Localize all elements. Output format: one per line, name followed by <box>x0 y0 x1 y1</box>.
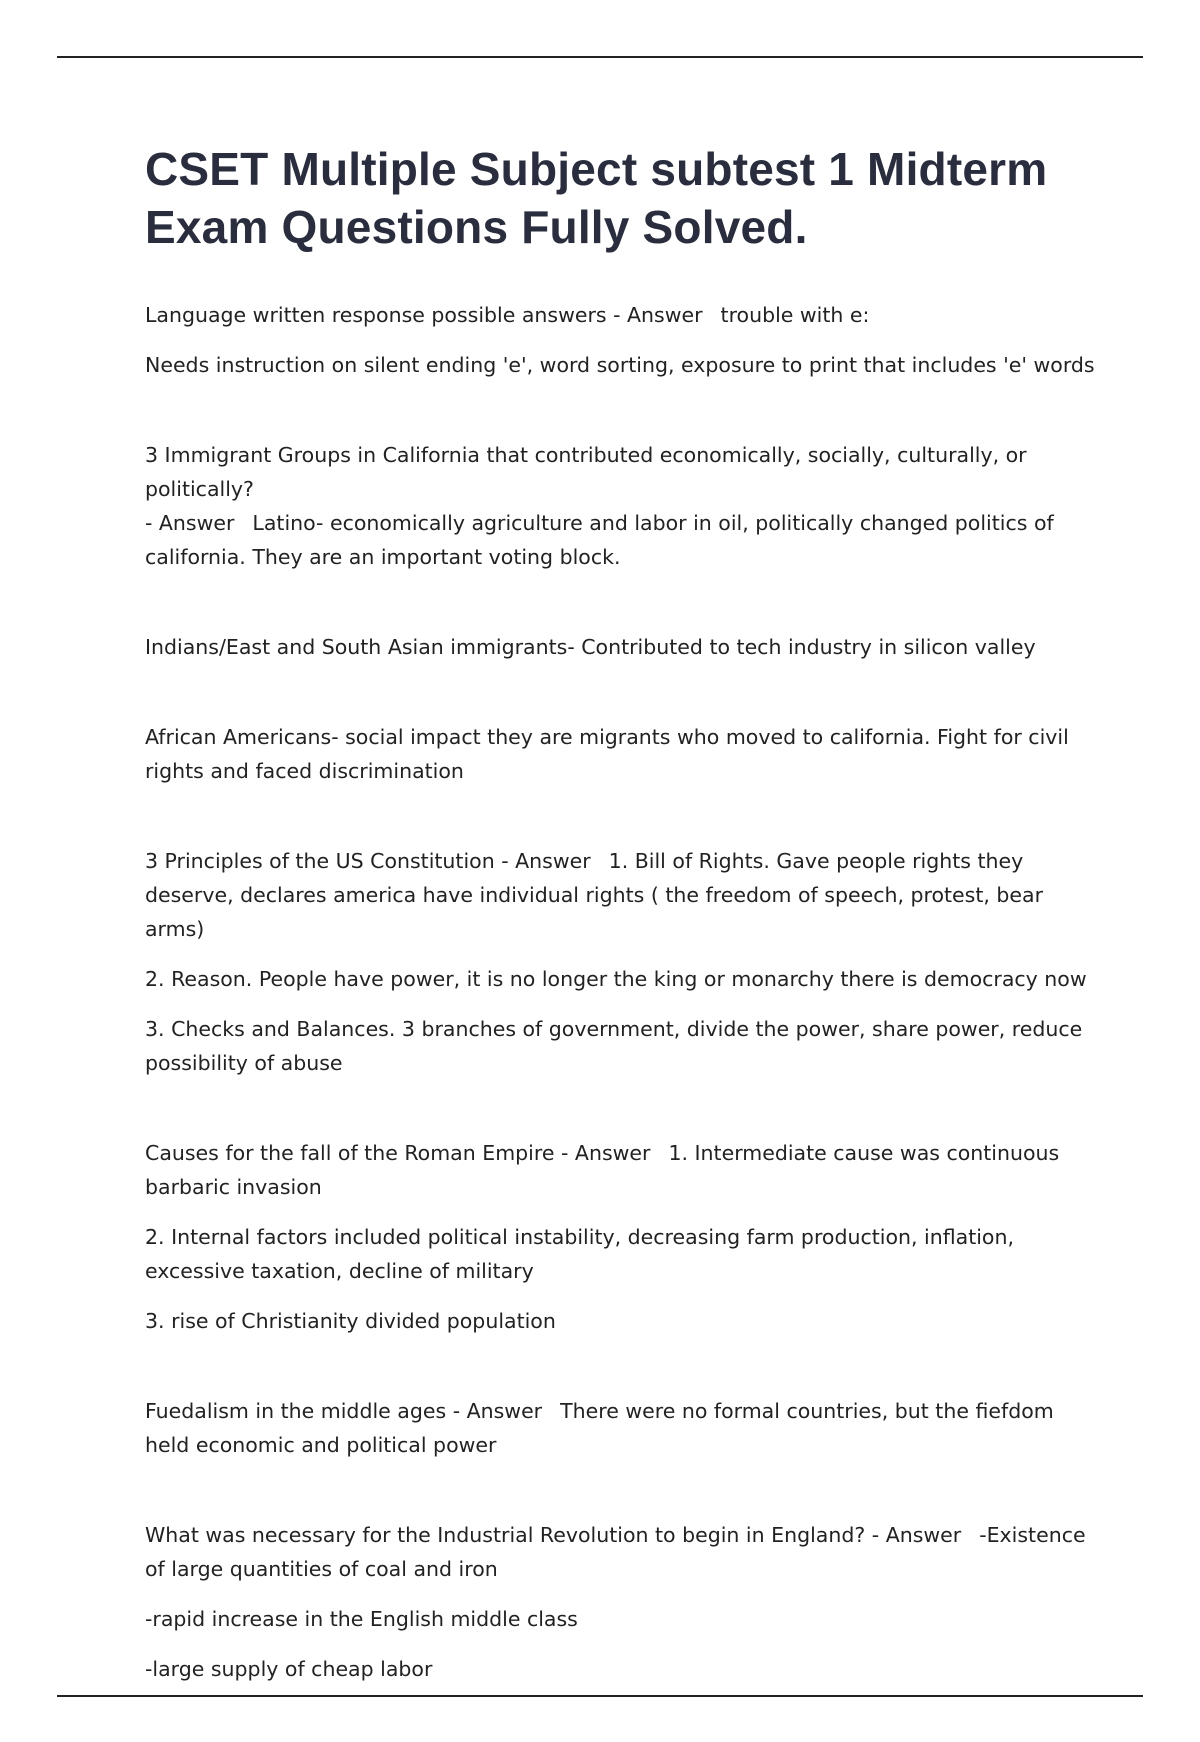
qa-entry <box>145 1136 1095 1338</box>
qa-entry <box>145 1518 1095 1686</box>
answer-text: -Existence of large quantities of coal and iron <box>145 1523 1086 1581</box>
paragraph: Indians/East and South Asian immigrants- Contributed to tech industry in silicon valley <box>145 635 1036 659</box>
question-line <box>145 844 1095 946</box>
answer-text: There were no formal countries, but the fiefdom held economic and political power <box>145 1399 1054 1457</box>
answer-continuation: 3. Checks and Balances. 3 branches of government, divide the power, share power, reduce possibility of abuse <box>145 1017 1083 1075</box>
question-text: Fuedalism in the middle ages <box>145 1399 447 1423</box>
top-rule <box>57 56 1143 58</box>
paragraph: African Americans- social impact they are migrants who moved to california. Fight for civil rights and faced discrimination <box>145 725 1069 783</box>
answer-label: - Answer <box>452 1399 543 1423</box>
question-text: Language written response possible answers <box>145 303 607 327</box>
qa-entry <box>145 298 1095 382</box>
answer-continuation: 3. rise of Christianity divided population <box>145 1309 556 1333</box>
answer-label: - Answer <box>871 1523 962 1547</box>
question-text: Causes for the fall of the Roman Empire <box>145 1141 555 1165</box>
qa-entry <box>145 438 1095 574</box>
document-title: CSET Multiple Subject subtest 1 Midterm Exam Questions Fully Solved. <box>145 143 1048 253</box>
question-line <box>145 1394 1095 1462</box>
question-line <box>145 298 1095 332</box>
answer-text: 1. Intermediate cause was continuous barbaric invasion <box>145 1141 1060 1199</box>
qa-entry <box>145 630 1095 664</box>
answer-label: - Answer <box>145 511 235 535</box>
answer-continuation: Needs instruction on silent ending 'e', word sorting, exposure to print that includes 'e' words <box>145 353 1095 377</box>
answer-label: - Answer <box>501 849 591 873</box>
qa-entry <box>145 720 1095 788</box>
question-line <box>145 438 1095 574</box>
question-line <box>145 1136 1095 1204</box>
qa-entry <box>145 1394 1095 1462</box>
question-text: 3 Immigrant Groups in California that contributed economically, socially, culturally, or politically? <box>145 443 1027 501</box>
qa-entry <box>145 844 1095 1080</box>
question-text: 3 Principles of the US Constitution <box>145 849 495 873</box>
answer-continuation: -large supply of cheap labor <box>145 1657 433 1681</box>
bottom-rule <box>57 1695 1143 1697</box>
question-line <box>145 1518 1095 1586</box>
answer-continuation: 2. Reason. People have power, it is no longer the king or monarchy there is democracy now <box>145 967 1087 991</box>
question-text: What was necessary for the Industrial Revolution to begin in England? <box>145 1523 866 1547</box>
answer-text: trouble with e: <box>720 303 870 327</box>
answer-continuation: -rapid increase in the English middle class <box>145 1607 578 1631</box>
answer-text: Latino- economically agriculture and labor in oil, politically changed politics of california. They are an important voting block. <box>145 511 1054 569</box>
answer-text: 1. Bill of Rights. Gave people rights they deserve, declares america have individual rights ( the freedom of speech, protest, bear arms) <box>145 849 1044 941</box>
document-body <box>145 140 1095 1742</box>
answer-label: - Answer <box>613 303 703 327</box>
answer-label: - Answer <box>561 1141 651 1165</box>
answer-continuation: 2. Internal factors included political instability, decreasing farm production, inflation, excessive taxation, decline of military <box>145 1225 1014 1283</box>
